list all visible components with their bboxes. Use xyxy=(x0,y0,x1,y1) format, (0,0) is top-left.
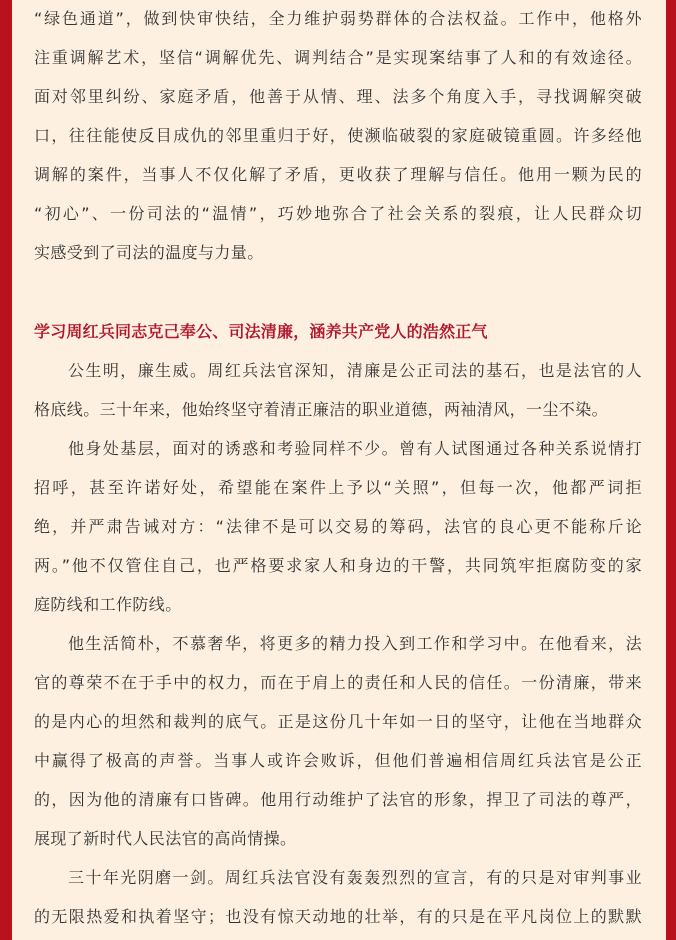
paragraph-mediation xyxy=(34,0,642,272)
text-line: 庭防线和工作防线。 xyxy=(34,595,182,614)
text-line: “初心”、一份司法的“温情”，巧妙地弥合了社会关系的裂痕，让人民群众切 xyxy=(34,204,642,223)
paragraph-temptation xyxy=(34,429,642,624)
text-line: 他生活简朴，不慕奢华，将更多的精力投入到工作和学习中。在他看来，法 xyxy=(68,634,642,653)
text-line: “绿色通道”，做到快审快结，全力维护弱势群体的合法权益。工作中，他格外 xyxy=(34,9,642,28)
text-line: 的无限热爱和执着坚守；也没有惊天动地的壮举，有的只是在平凡岗位上的默默 xyxy=(34,907,642,926)
paragraph-simple-life xyxy=(34,624,642,858)
text-line: 中赢得了极高的声誉。当事人或许会败诉，但他们普遍相信周红兵法官是公正 xyxy=(34,751,642,770)
paragraph-integrity xyxy=(34,351,642,429)
text-line: 展现了新时代人民法官的高尚情操。 xyxy=(34,829,297,848)
text-line: 实感受到了司法的温度与力量。 xyxy=(34,243,264,262)
text-line: 面对邻里纠纷、家庭矛盾，他善于从情、理、法多个角度入手，寻找调解突破 xyxy=(34,87,642,106)
section-heading: 学习周红兵同志克己奉公、司法清廉，涵养共产党人的浩然正气 xyxy=(34,322,488,341)
text-line: 他身处基层，面对的诱惑和考验同样不少。曾有人试图通过各种关系说情打 xyxy=(68,439,642,458)
text-line: 绝，并严肃告诫对方：“法律不是可以交易的筹码，法官的良心更不能称斤论 xyxy=(34,517,642,536)
left-red-border xyxy=(0,0,12,940)
right-red-border xyxy=(666,0,676,940)
paragraph-thirty-years xyxy=(34,858,642,936)
text-line: 口，往往能使反目成仇的邻里重归于好，使濒临破裂的家庭破镜重圆。许多经他 xyxy=(34,126,642,145)
text-line: 的，因为他的清廉有口皆碑。他用行动维护了法官的形象，捍卫了司法的尊严， xyxy=(34,790,642,809)
text-line: 三十年光阴磨一剑。周红兵法官没有轰轰烈烈的宣言，有的只是对审判事业 xyxy=(68,868,642,887)
text-line: 招呼，甚至许诺好处，希望能在案件上予以“关照”，但每一次，他都严词拒 xyxy=(34,478,642,497)
article-body xyxy=(34,0,642,936)
text-line: 公生明，廉生威。周红兵法官深知，清廉是公正司法的基石，也是法官的人 xyxy=(68,361,642,380)
text-line: 注重调解艺术，坚信“调解优先、调判结合”是实现案结事了人和的有效途径。 xyxy=(34,48,642,67)
text-line: 官的尊荣不在于手中的权力，而在于肩上的责任和人民的信任。一份清廉，带来 xyxy=(34,673,642,692)
text-line: 两。”他不仅管住自己，也严格要求家人和身边的干警，共同筑牢拒腐防变的家 xyxy=(34,556,642,575)
text-line: 的是内心的坦然和裁判的底气。正是这份几十年如一日的坚守，让他在当地群众 xyxy=(34,712,642,731)
text-line: 格底线。三十年来，他始终坚守着清正廉洁的职业道德，两袖清风，一尘不染。 xyxy=(34,400,609,419)
text-line: 调解的案件，当事人不仅化解了矛盾，更收获了理解与信任。他用一颗为民的 xyxy=(34,165,642,184)
section-gap xyxy=(34,272,642,312)
